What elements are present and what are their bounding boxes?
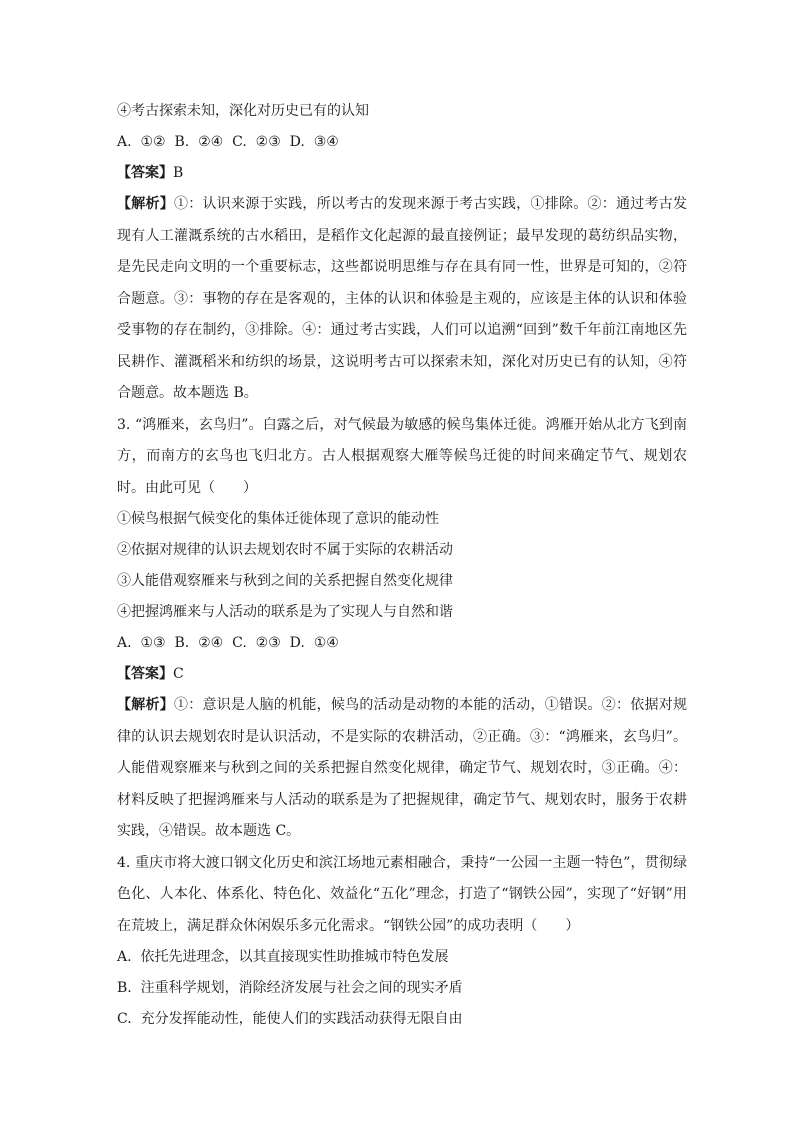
q2-options: A. ①② B. ②④ C. ②③ D. ③④: [117, 134, 339, 150]
q3-statement-1: ①候鸟根据气候变化的集体迁徙体现了意识的能动性: [117, 511, 439, 527]
analysis-text: ①：认识来源于实践，所以考古的发现来源于考古实践，①排除。②：通过考古发现有人工灌溉系统的古水稻田，是稻作文化起源的最直接例证；最早发现的葛纺织品实物，是先民走向文明的一个重要标志，这些都说明思维与存在具有同一性，世界是可知的，②符合题意。③：事物的存在是客观的，主体的认识和体验是主观的，应该是主体的认识和体验受事物的存在制约，③排除。④：通过考古实践，人们可以追溯“回到”数千年前江南地区先民耕作、灌溉稻米和纺织的场景，这说明考古可以探索未知，深化对历史已有的认知，④符合题意。故本题选 B。: [117, 196, 688, 401]
q4-option-c: C. 充分发挥能动性，能使人们的实践活动获得无限自由: [117, 1011, 463, 1027]
q3-analysis: [117, 690, 687, 848]
q3-statement-4: ④把握鸿雁来与人活动的联系是为了实现人与自然和谐: [117, 604, 453, 620]
answer-label: 【答案】: [117, 165, 173, 181]
answer-value: C: [173, 666, 184, 682]
q4-stem: 4. 重庆市将大渡口钢文化历史和滨江场地元素相融合，秉持“一公园一主题一特色”，贯彻绿色化、人本化、体系化、特色化、效益化“五化”理念，打造了“钢铁公园”，实现了“好钢”用在荒坡上，满足群众休闲娱乐多元化需求。“钢铁公园”的成功表明（ ）: [117, 854, 687, 934]
q4-option-a: A. 依托先进理念，以其直接现实性助推城市特色发展: [117, 949, 449, 965]
analysis-text: ①：意识是人脑的机能，候鸟的活动是动物的本能的活动，①错误。②：依据对规律的认识去规划农时是认识活动，不是实际的农耕活动，②正确。③：“鸿雁来，玄鸟归”。人能借观察雁来与秋到之间的关系把握自然变化规律，确定节气、规划农时，③正确。④：材料反映了把握鸿雁来与人活动的联系是为了把握规律，确定节气、规划农时，服务于农耕实践，④错误。故本题选 C。: [117, 697, 688, 839]
analysis-label: 【解析】: [117, 697, 175, 713]
q3-options: A. ①③ B. ②④ C. ②③ D. ①④: [117, 635, 339, 651]
q2-analysis: [117, 189, 687, 410]
q2-statement-4: ④考古探索未知，深化对历史已有的认知: [117, 103, 369, 119]
answer-label: 【答案】: [117, 666, 173, 682]
q3-statement-2: ②依据对规律的认识去规划农时不属于实际的农耕活动: [117, 542, 453, 558]
q2-answer: [117, 158, 687, 189]
q3-stem: 3. “鸿雁来，玄鸟归”。白露之后，对气候最为敏感的候鸟集体迁徙。鸿雁开始从北方飞到南方，而南方的玄鸟也飞归北方。古人根据观察大雁等候鸟迁徙的时间来确定节气、规划农时。由此可见（ ）: [117, 416, 687, 496]
document-page: [117, 96, 687, 1035]
q3-answer: [117, 659, 687, 690]
q3-statement-3: ③人能借观察雁来与秋到之间的关系把握自然变化规律: [117, 573, 453, 589]
answer-value: B: [173, 165, 184, 181]
analysis-label: 【解析】: [117, 196, 175, 212]
q4-option-b: B. 注重科学规划，消除经济发展与社会之间的现实矛盾: [117, 980, 463, 996]
